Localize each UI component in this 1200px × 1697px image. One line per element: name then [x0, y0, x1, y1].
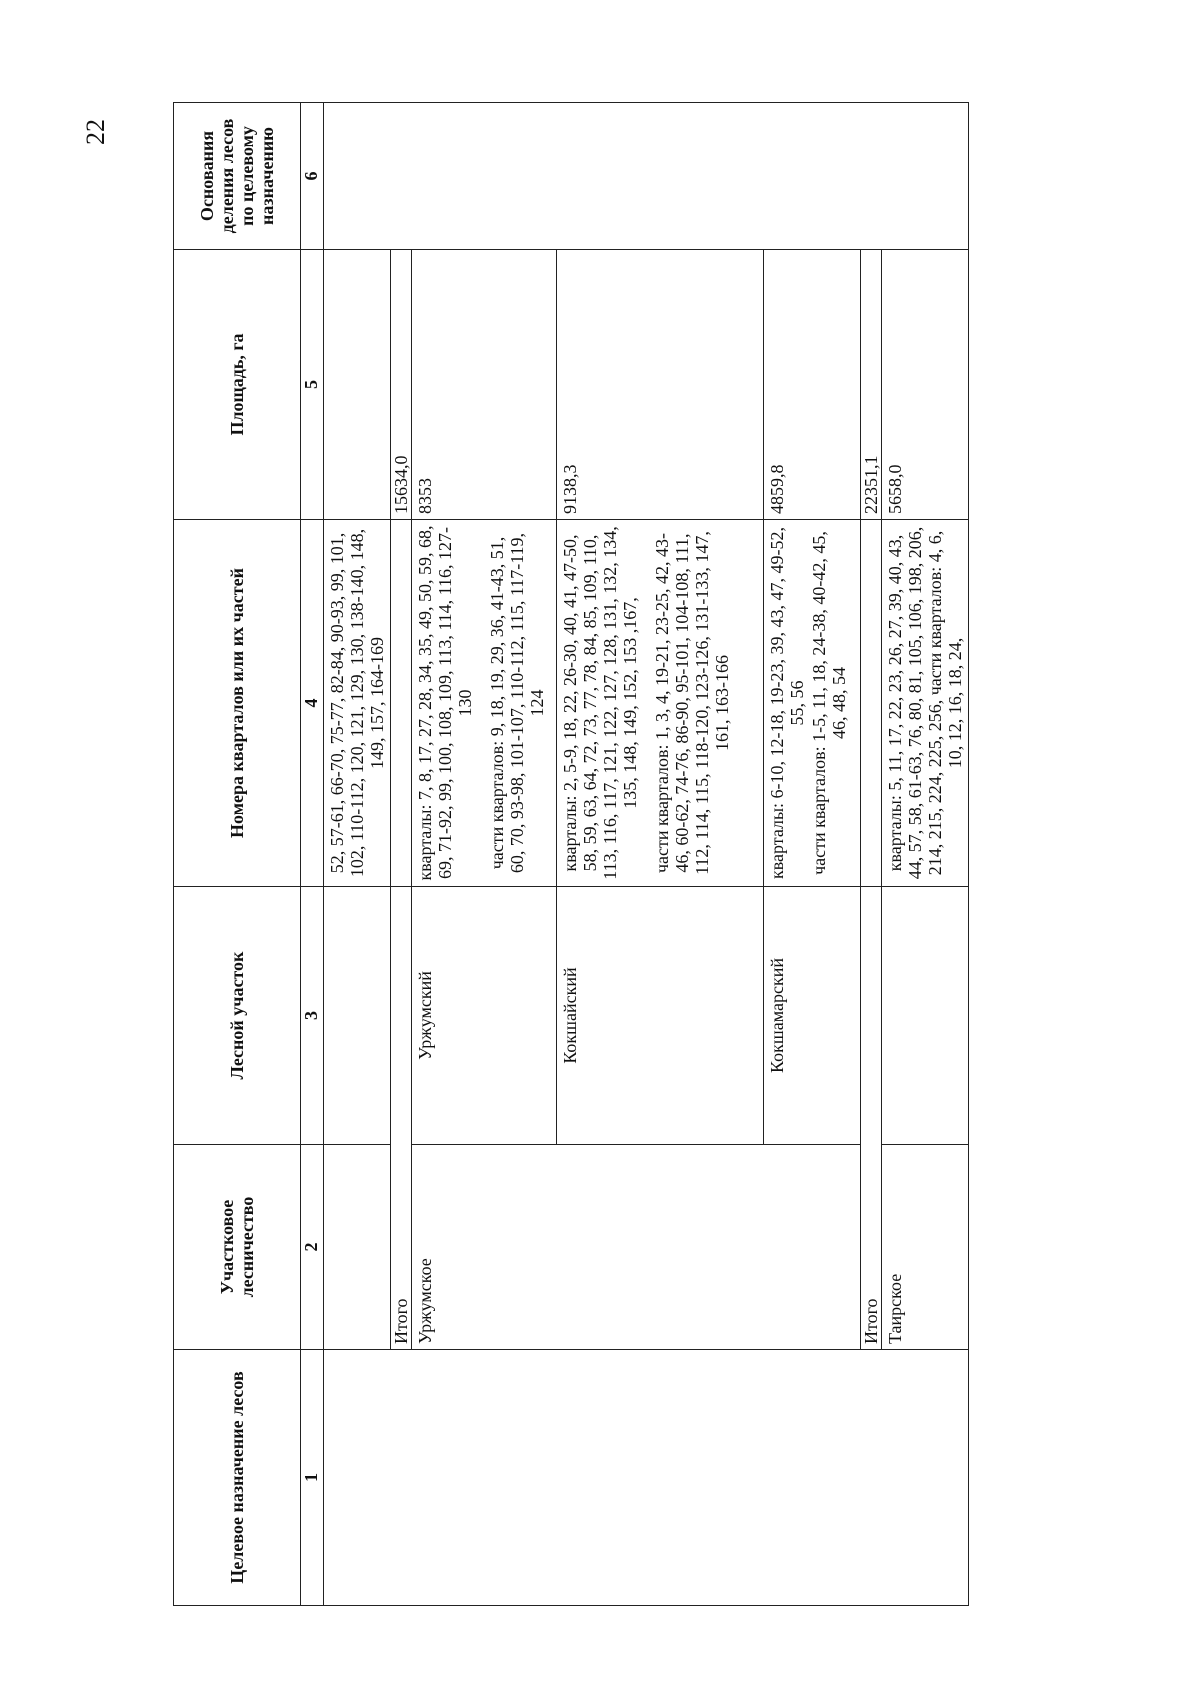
quarter-parts-list: части кварталов: 1, 3, 4, 19-21, 23-25, 42, 43-46, 60-62, 74-76, 86-90, 95-101, 104-108, 111, 112, 114, 115, 118-120, 123-126, 131-133, 147, 161, 163-166 [652, 531, 732, 875]
table-row [324, 103, 391, 1606]
forestry-name: Таирское [882, 1145, 969, 1350]
column-number: 3 [301, 887, 324, 1145]
plot-name: Кокшайский [557, 887, 764, 1145]
column-number: 6 [301, 103, 324, 250]
plot-name: Кокшамарский [764, 887, 861, 1145]
quarters-cell [861, 520, 882, 887]
quarter-parts-list: части кварталов: 9, 18, 19, 29, 36, 41-43, 51, 60, 70, 93-98, 101-107, 110-112, 115, 117-119, 124 [487, 532, 547, 874]
total-label: Итого [391, 887, 412, 1350]
page-number: 22 [81, 119, 110, 145]
column-number: 5 [301, 250, 324, 520]
basis-cell [324, 103, 969, 250]
header-purpose: Целевое назначение лесов [174, 1350, 301, 1606]
plot-name: Уржумский [412, 887, 557, 1145]
area-value: 9138,3 [557, 250, 764, 520]
quarters-cell: 52, 57-61, 66-70, 75-77, 82-84, 90-93, 99, 101, 102, 110-112, 120, 121, 129, 130, 138-140, 148, 149, 157, 164-169 [324, 520, 391, 887]
quarters-cell: кварталы: 5, 11, 17, 22, 23, 26, 27, 39, 40, 43, 44, 57, 58, 61-63, 76, 80, 81, 105, 106, 198, 206, 214, 215, 224, 225, 256, части кварталов: 4, 6, 10, 12, 16, 18, 24, [882, 520, 969, 887]
column-number: 2 [301, 1145, 324, 1350]
area-cell [324, 250, 391, 520]
area-value: 5658,0 [882, 250, 969, 520]
quarters-cell [412, 520, 557, 887]
quarters-cell [391, 520, 412, 887]
quarters-list: кварталы: 7, 8, 17, 27, 28, 34, 35, 49, 50, 59, 68, 69, 71-92, 99, 100, 108, 109, 113, 114, 116, 127-130 [415, 525, 475, 881]
area-value: 4859,8 [764, 250, 861, 520]
total-area: 22351,1 [861, 250, 882, 520]
total-area: 15634,0 [391, 250, 412, 520]
rotated-table-container [173, 103, 1056, 1606]
forestry-cell [324, 1145, 391, 1350]
quarters-list: кварталы: 6-10, 12-18, 19-23, 39, 43, 47, 49-52, 55, 56 [767, 526, 807, 880]
header-area: Площадь, га [174, 250, 301, 520]
column-number-row [301, 103, 324, 1606]
header-plot: Лесной участок [174, 887, 301, 1145]
forestry-name: Уржумское [412, 1145, 861, 1350]
header-basis: Основания деления лесов по целевому назначению [174, 103, 301, 250]
header-quarters: Номера кварталов или их частей [174, 520, 301, 887]
quarters-cell [557, 520, 764, 887]
quarter-parts-list: части кварталов: 1-5, 11, 18, 24-38, 40-42, 45, 46, 48, 54 [809, 531, 849, 875]
total-label: Итого [861, 887, 882, 1350]
column-number: 1 [301, 1350, 324, 1606]
purpose-cell [324, 1350, 969, 1606]
plot-cell [882, 887, 969, 1145]
area-value: 8353 [412, 250, 557, 520]
quarters-list: кварталы: 2, 5-9, 18, 22, 26-30, 40, 41, 47-50, 58, 59, 63, 64, 72, 73, 77, 78, 84, 85, 109, 110, 113, 116, 117, 121, 122, 127, 128, 131, 132, 134, 135, 148, 149, 152, 153 ,167, [560, 526, 640, 880]
column-number: 4 [301, 520, 324, 887]
header-row [174, 103, 301, 1606]
header-forestry: Участковое лесничество [174, 1145, 301, 1350]
forest-purpose-table [173, 102, 969, 1606]
quarters-cell [764, 520, 861, 887]
plot-cell [324, 887, 391, 1145]
